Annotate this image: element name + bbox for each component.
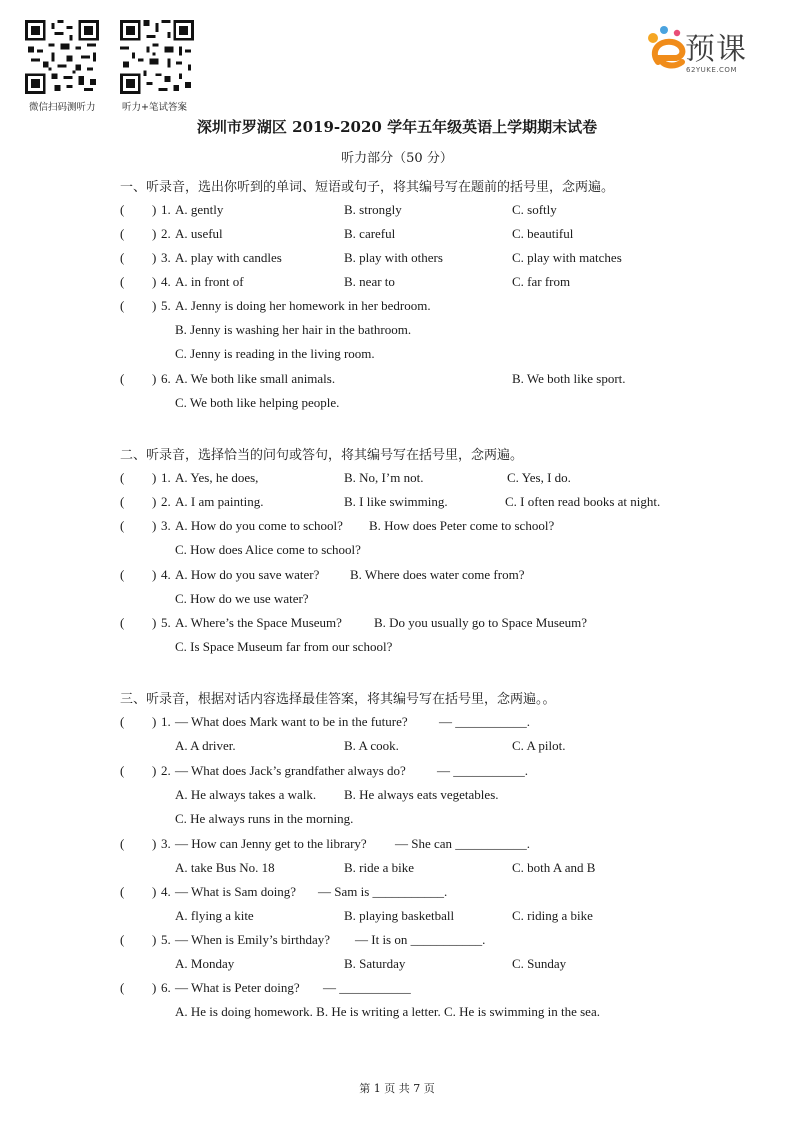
dialogue-question: — What is Sam doing? xyxy=(175,884,297,899)
option-c: C. I often read books at night. xyxy=(505,494,661,509)
option-a: A. Where’s the Space Museum? xyxy=(175,615,342,630)
option-a: A. flying a kite xyxy=(175,908,254,923)
qr-code-answers xyxy=(120,20,194,94)
logo-subtext: 62YUKE.COM xyxy=(686,66,737,74)
page-subtitle: 听力部分（50 分） xyxy=(341,151,453,166)
option-c: C. softly xyxy=(512,202,557,217)
answer-bracket-close: ) xyxy=(152,371,157,386)
option-a: A. in front of xyxy=(175,274,244,289)
option-c: C. How do we use water? xyxy=(175,591,309,606)
question-number: 6. xyxy=(161,980,171,995)
qr-code-listening xyxy=(25,20,99,94)
option-a: A. How do you save water? xyxy=(175,567,320,582)
dialogue-question: — When is Emily’s birthday? xyxy=(175,932,331,947)
answer-bracket-open[interactable]: ( xyxy=(120,836,125,851)
dialogue-question: — How can Jenny get to the library? xyxy=(175,836,367,851)
question-number: 6. xyxy=(161,371,171,386)
answer-bracket-close: ) xyxy=(152,615,157,630)
option-c: C. Sunday xyxy=(512,956,567,971)
dialogue-question: — What does Mark want to be in the future? xyxy=(175,714,408,729)
section-1-heading: 一、听录音，选出你听到的单词、短语或句子，将其编号写在题前的括号里，念两遍。 xyxy=(120,180,615,195)
option-b: B. careful xyxy=(344,226,396,241)
dialogue-response: — ___________. xyxy=(437,763,528,778)
question-number: 5. xyxy=(161,298,171,313)
option-b: B. No, I’m not. xyxy=(344,470,424,485)
option-a: A. I am painting. xyxy=(175,494,264,509)
answer-bracket-open[interactable]: ( xyxy=(120,932,125,947)
answer-bracket-open[interactable]: ( xyxy=(120,470,125,485)
dialogue-response: — She can ___________. xyxy=(395,836,531,851)
option-b: B. playing basketball xyxy=(344,908,455,923)
question-number: 3. xyxy=(161,518,171,533)
page-title: 深圳市罗湖区 2019-2020 学年五年级英语上学期期末试卷 xyxy=(196,118,598,136)
answer-bracket-close: ) xyxy=(152,763,157,778)
question-number: 2. xyxy=(161,494,171,509)
answer-bracket-close: ) xyxy=(152,494,157,509)
question-number: 1. xyxy=(161,470,171,485)
option-a: A. He always takes a walk. xyxy=(175,787,317,802)
dialogue-question: — What does Jack’s grandfather always do? xyxy=(175,763,406,778)
option-c: C. We both like helping people. xyxy=(175,395,340,410)
question-number: 4. xyxy=(161,884,171,899)
option-c: C. far from xyxy=(512,274,571,289)
answer-bracket-close: ) xyxy=(152,470,157,485)
question-number: 4. xyxy=(161,274,171,289)
answer-bracket-open[interactable]: ( xyxy=(120,250,125,265)
dialogue-response: — ___________. xyxy=(439,714,530,729)
qr-caption-left: 微信扫码测听力 xyxy=(29,102,96,113)
answer-bracket-close: ) xyxy=(152,567,157,582)
question-number: 1. xyxy=(161,202,171,217)
answer-bracket-close: ) xyxy=(152,714,157,729)
option-c: C. both A and B xyxy=(512,860,596,875)
option-b: B. strongly xyxy=(344,202,402,217)
option-a: A. A driver. xyxy=(175,738,236,753)
option-b: B. ride a bike xyxy=(344,860,415,875)
option-c: C. How does Alice come to school? xyxy=(175,542,361,557)
option-a: A. Yes, he does, xyxy=(175,470,259,485)
option-c: C. Yes, I do. xyxy=(507,470,571,485)
option-a: A. gently xyxy=(175,202,224,217)
logo-wordmark: 预课 xyxy=(685,32,747,67)
option-c: C. beautiful xyxy=(512,226,574,241)
answer-bracket-open[interactable]: ( xyxy=(120,763,125,778)
option-c: C. A pilot. xyxy=(512,738,566,753)
option-a: A. Jenny is doing her homework in her bedroom. xyxy=(175,298,431,313)
option-a: A. take Bus No. 18 xyxy=(175,860,275,875)
option-b: B. How does Peter come to school? xyxy=(369,518,555,533)
question-number: 4. xyxy=(161,567,171,582)
question-number: 5. xyxy=(161,932,171,947)
answer-bracket-close: ) xyxy=(152,250,157,265)
option-b: B. We both like sport. xyxy=(512,371,626,386)
answer-bracket-close: ) xyxy=(152,226,157,241)
answer-bracket-open[interactable]: ( xyxy=(120,226,125,241)
question-number: 2. xyxy=(161,763,171,778)
answer-bracket-close: ) xyxy=(152,202,157,217)
option-c: C. He always runs in the morning. xyxy=(175,811,354,826)
answer-bracket-open[interactable]: ( xyxy=(120,202,125,217)
page-footer: 第 1 页 共 7 页 xyxy=(359,1082,435,1095)
section-2-heading: 二、听录音，选择恰当的问句或答句，将其编号写在括号里，念两遍。 xyxy=(120,448,524,463)
option-b: B. play with others xyxy=(344,250,443,265)
option-b: B. Where does water come from? xyxy=(350,567,525,582)
answer-bracket-open[interactable]: ( xyxy=(120,714,125,729)
option-a: A. How do you come to school? xyxy=(175,518,343,533)
answer-bracket-close: ) xyxy=(152,836,157,851)
option-a: A. We both like small animals. xyxy=(175,371,336,386)
dialogue-response: — Sam is ___________. xyxy=(318,884,448,899)
option-c: C. play with matches xyxy=(512,250,622,265)
dialogue-question: — What is Peter doing? xyxy=(175,980,300,995)
answer-bracket-open[interactable]: ( xyxy=(120,518,125,533)
answer-bracket-close: ) xyxy=(152,980,157,995)
qr-code-graphic-left xyxy=(25,20,99,94)
option-a: A. play with candles xyxy=(175,250,282,265)
answer-bracket-open[interactable]: ( xyxy=(120,371,125,386)
answer-bracket-open[interactable]: ( xyxy=(120,615,125,630)
question-number: 3. xyxy=(161,250,171,265)
option-c: C. Is Space Museum far from our school? xyxy=(175,639,393,654)
answer-bracket-open[interactable]: ( xyxy=(120,884,125,899)
answer-bracket-open[interactable]: ( xyxy=(120,274,125,289)
dialogue-response: — It is on ___________. xyxy=(355,932,486,947)
answer-bracket-close: ) xyxy=(152,274,157,289)
option-b: B. Saturday xyxy=(344,956,406,971)
option-b: B. I like swimming. xyxy=(344,494,448,509)
dialogue-response: — ___________ xyxy=(323,980,411,995)
options-abc: A. He is doing homework. B. He is writing a letter. C. He is swimming in the sea. xyxy=(175,1004,600,1019)
question-number: 2. xyxy=(161,226,171,241)
option-b: B. Do you usually go to Space Museum? xyxy=(374,615,588,630)
option-b: B. A cook. xyxy=(344,738,399,753)
question-number: 1. xyxy=(161,714,171,729)
option-a: A. useful xyxy=(175,226,223,241)
section-3-heading: 三、听录音，根据对话内容选择最佳答案，将其编号写在括号里，念两遍。。 xyxy=(120,692,556,707)
option-b: B. near to xyxy=(344,274,395,289)
answer-bracket-open[interactable]: ( xyxy=(120,298,125,313)
question-number: 5. xyxy=(161,615,171,630)
answer-bracket-open[interactable]: ( xyxy=(120,980,125,995)
answer-bracket-close: ) xyxy=(152,298,157,313)
option-b: B. Jenny is washing her hair in the bathroom. xyxy=(175,322,412,337)
qr-caption-right: 听力+笔试答案 xyxy=(122,102,187,113)
qr-code-graphic-right xyxy=(120,20,194,94)
option-c: C. riding a bike xyxy=(512,908,593,923)
option-a: A. Monday xyxy=(175,956,235,971)
answer-bracket-close: ) xyxy=(152,932,157,947)
answer-bracket-close: ) xyxy=(152,518,157,533)
answer-bracket-open[interactable]: ( xyxy=(120,567,125,582)
answer-bracket-close: ) xyxy=(152,884,157,899)
question-number: 3. xyxy=(161,836,171,851)
answer-bracket-open[interactable]: ( xyxy=(120,494,125,509)
option-c: C. Jenny is reading in the living room. xyxy=(175,346,375,361)
option-b: B. He always eats vegetables. xyxy=(344,787,499,802)
